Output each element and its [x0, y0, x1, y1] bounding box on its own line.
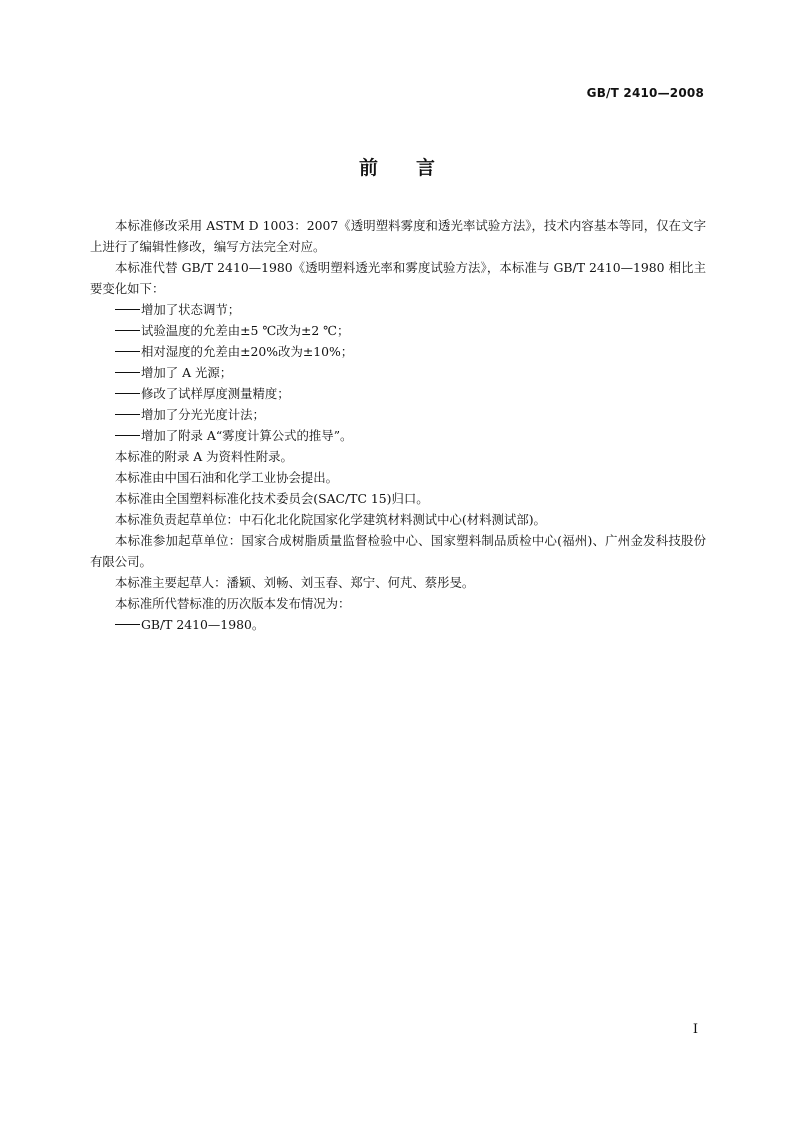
paragraph-history: 本标准所代替标准的历次版本发布情况为：: [115, 596, 351, 611]
change-item: [90, 341, 706, 362]
change-item-text: 增加了 A 光源；: [141, 365, 233, 380]
paragraph-drafting-unit: 本标准负责起草单位：中石化北化院国家化学建筑材料测试中心(材料测试部)。: [115, 512, 546, 527]
change-item-text: 增加了分光光度计法；: [141, 407, 265, 422]
change-item: [90, 425, 706, 446]
paragraph-drafters: 本标准主要起草人：潘颖、刘畅、刘玉春、郑宁、何芃、蔡彤旻。: [115, 575, 475, 590]
history-item-text: GB/T 2410—1980。: [141, 617, 265, 632]
dash-marker: [115, 351, 140, 353]
change-item: [90, 299, 706, 320]
dash-marker: [115, 372, 140, 374]
dash-marker: [115, 414, 140, 416]
paragraph-participating-units: 本标准参加起草单位：国家合成树脂质量监督检验中心、国家塑料制品质检中心(福州)、广州金发科技股份有限公司。: [90, 533, 706, 569]
page-title: 前言: [358, 157, 473, 179]
history-item: [90, 614, 706, 635]
change-item-text: 增加了附录 A“雾度计算公式的推导”。: [141, 428, 353, 443]
change-item-text: 增加了状态调节；: [141, 302, 241, 317]
dash-marker: [115, 393, 140, 395]
dash-marker: [115, 624, 140, 626]
change-item: [90, 320, 706, 341]
change-item-text: 试验温度的允差由±5 ℃改为±2 ℃；: [141, 323, 350, 338]
foreword-body: [90, 215, 706, 635]
change-item-text: 修改了试样厚度测量精度；: [141, 386, 290, 401]
paragraph-proposer: 本标准由中国石油和化学工业协会提出。: [115, 470, 339, 485]
dash-marker: [115, 309, 140, 311]
page-number: I: [692, 1022, 698, 1037]
change-item-text: 相对湿度的允差由±20%改为±10%；: [141, 344, 354, 359]
change-item: [90, 362, 706, 383]
dash-marker: [115, 330, 140, 332]
change-item: [90, 383, 706, 404]
standard-number: GB/T 2410—2008: [586, 86, 704, 100]
paragraph-committee: 本标准由全国塑料标准化技术委员会(SAC/TC 15)归口。: [115, 491, 429, 506]
paragraph-adoption: 本标准修改采用 ASTM D 1003：2007《透明塑料雾度和透光率试验方法》，技术内容基本等同，仅在文字上进行了编辑性修改，编写方法完全对应。: [90, 218, 706, 254]
change-item: [90, 404, 706, 425]
dash-marker: [115, 435, 140, 437]
paragraph-annex: 本标准的附录 A 为资料性附录。: [115, 449, 293, 464]
paragraph-replacement: 本标准代替 GB/T 2410—1980《透明塑料透光率和雾度试验方法》，本标准与 GB/T 2410—1980 相比主要变化如下：: [90, 260, 706, 296]
